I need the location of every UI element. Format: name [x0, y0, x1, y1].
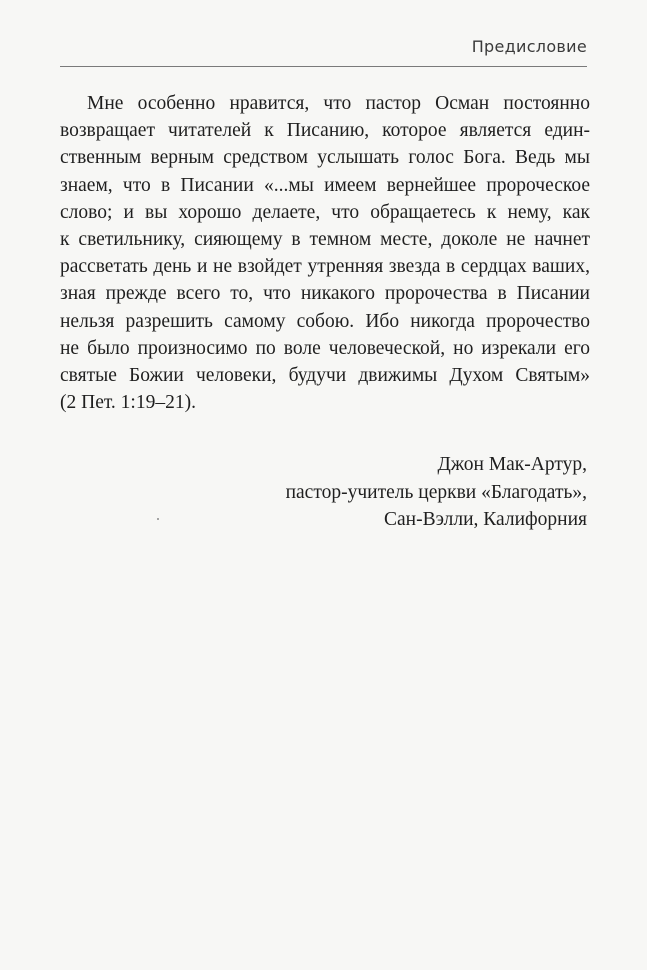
running-header-title: Предисловие [471, 37, 587, 56]
paragraph-line: святые Божии человеки, будучи движимы Духом Святым» [60, 365, 590, 387]
paragraph-line: (2 Пет. 1:19–21). [60, 392, 196, 414]
paragraph-line: ственным верным средством услышать голос Бога. Ведь мы [60, 147, 590, 169]
header-divider [60, 66, 587, 67]
paragraph-line: Мне особенно нравится, что пастор Осман постоянно [87, 93, 590, 114]
signature-role: пастор-учитель церкви «Благодать», [285, 481, 587, 503]
paragraph-line: возвращает читателей к Писанию, которое является един- [60, 120, 590, 142]
paragraph-line: знаем, что в Писании «...мы имеем вернейшее пророческое [60, 174, 590, 196]
paragraph-line: к светильнику, сияющему в темном месте, доколе не начнет [60, 229, 590, 251]
signature-location: Сан-Вэлли, Калифорния [384, 509, 587, 530]
main-paragraph [60, 90, 590, 416]
paragraph-line: рассветать день и не взойдет утренняя звезда в сердцах ваших, [60, 256, 590, 278]
paragraph-line: не было произносимо по воле человеческой, но изрекали его [60, 337, 590, 359]
paragraph-line: нельзя разрешить самому собою. Ибо никогда пророчество [60, 310, 590, 332]
paper-speck [157, 518, 159, 520]
signature-block [286, 451, 587, 534]
paragraph-line: зная прежде всего то, что никакого пророчества в Писании [60, 283, 590, 305]
paragraph-line: слово; и вы хорошо делаете, что обращаетесь к нему, как [60, 201, 590, 223]
signature-name: Джон Мак-Артур, [437, 454, 587, 475]
